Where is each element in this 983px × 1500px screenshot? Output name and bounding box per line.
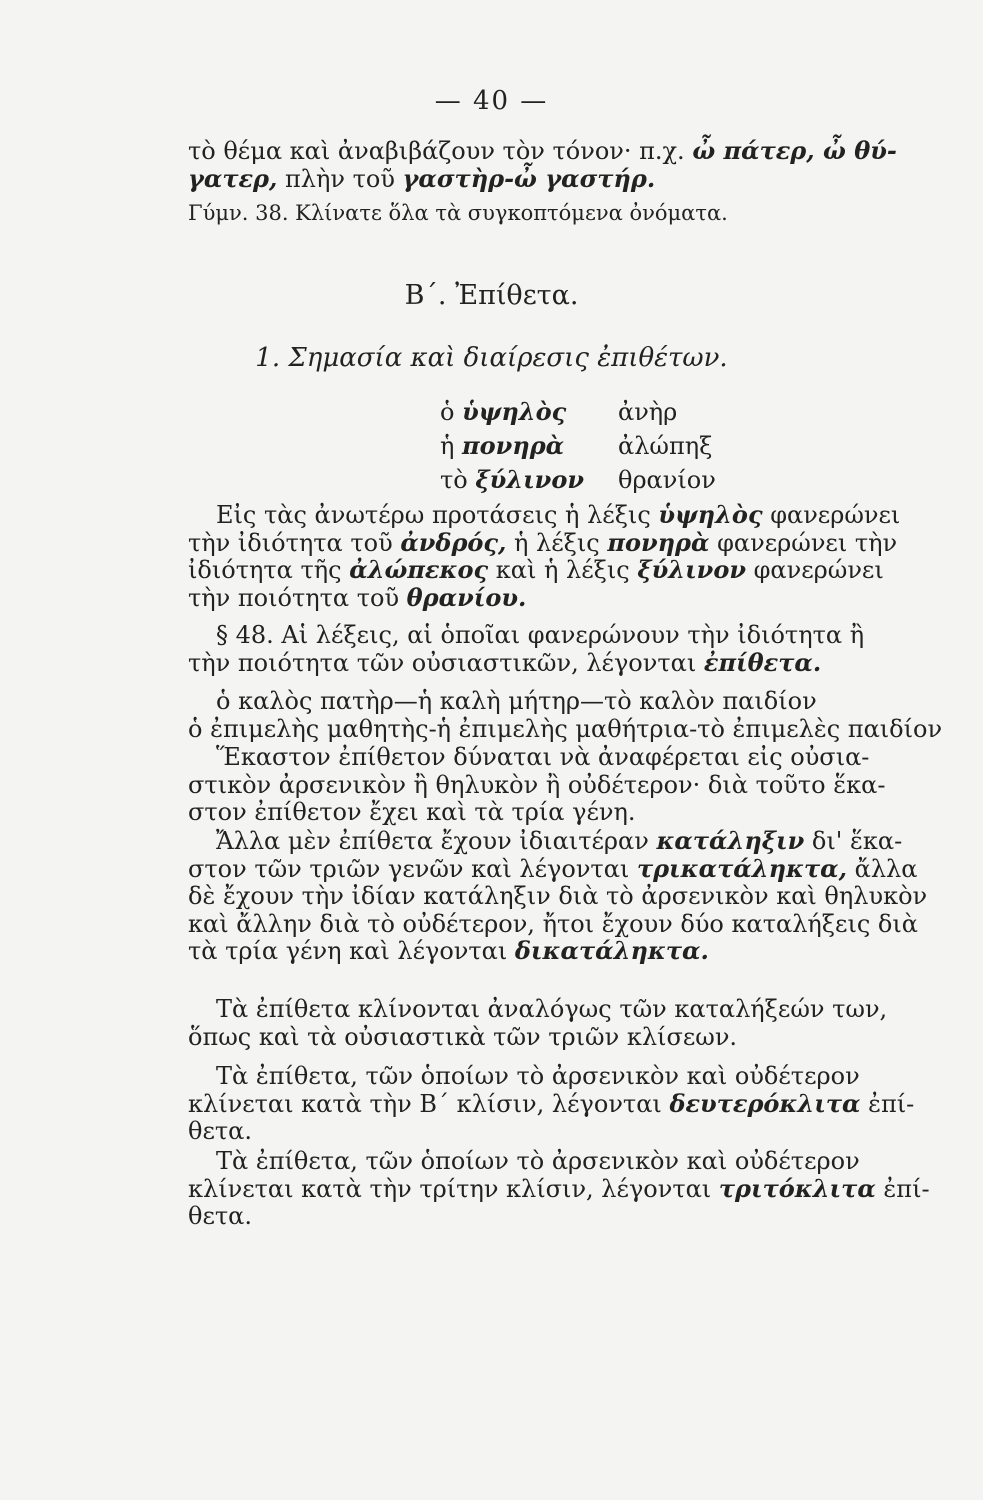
continued-paragraph bbox=[188, 137, 958, 227]
exercise-line: Γύμν. 38. Κλίνατε ὅλα τὰ συγκοπτόμενα ὀνόματα. bbox=[188, 201, 728, 225]
text-line: κλίνεται κατὰ τὴν Β΄ κλίσιν, λέγονται δευτερόκλιτα ἐπί- bbox=[188, 1088, 915, 1118]
text-line: στον ἐπίθετον ἔχει καὶ τὰ τρία γένη. bbox=[188, 798, 636, 826]
paragraph-5 bbox=[188, 994, 958, 1049]
text-line: στικὸν ἀρσενικὸν ἢ θηλυκὸν ἢ οὐδέτερον· διὰ τοῦτο ἕκα- bbox=[188, 770, 886, 799]
text-line: ὁ καλὸς πατὴρ—ἡ καλὴ μήτηρ—τὸ καλὸν παιδίον bbox=[216, 687, 817, 715]
adjective: ὑψηλὸς bbox=[462, 397, 567, 426]
article: τὸ bbox=[440, 466, 468, 494]
text-line bbox=[188, 137, 958, 165]
noun: ἀνὴρ bbox=[618, 398, 678, 426]
text-line: ὁ ἐπιμελὴς μαθητὴς-ἡ ἐπιμελὴς μαθήτρια-τὸ ἐπιμελὲς παιδίον bbox=[188, 714, 943, 743]
paragraph-3 bbox=[188, 742, 958, 825]
noun: ἀλώπηξ bbox=[618, 432, 713, 460]
example-list bbox=[440, 397, 716, 499]
article: ἡ bbox=[440, 432, 455, 460]
text-line: Τὰ ἐπίθετα, τῶν ὁποίων τὸ ἀρσενικὸν καὶ οὐδέτερον bbox=[216, 1062, 860, 1090]
text-line: § 48. Αἱ λέξεις, αἱ ὁποῖαι φανερώνουν τὴν ἰδιότητα ἢ bbox=[216, 621, 865, 649]
text-line: δὲ ἔχουν τὴν ἰδίαν κατάληξιν διὰ τὸ ἀρσενικὸν καὶ θηλυκὸν bbox=[188, 882, 928, 910]
page-number: — 40 — bbox=[434, 86, 549, 116]
example-row bbox=[440, 465, 716, 499]
text-line: ὅπως καὶ τὰ οὐσιαστικὰ τῶν τριῶν κλίσεων. bbox=[188, 1022, 738, 1051]
text-run: πλὴν τοῦ bbox=[277, 165, 403, 193]
text-line: στον τῶν τριῶν γενῶν καὶ λέγονται τρικατάληκτα, ἄλλα bbox=[188, 853, 918, 883]
emphasis-run: γατερ, bbox=[188, 164, 278, 193]
paragraph-7 bbox=[188, 1146, 958, 1229]
text-line: τὴν ποιότητα τοῦ θρανίου. bbox=[188, 582, 527, 612]
text-line: Τὰ ἐπίθετα, τῶν ὁποίων τὸ ἀρσενικὸν καὶ οὐδέτερον bbox=[216, 1147, 860, 1175]
example-lines bbox=[188, 686, 958, 741]
text-line bbox=[188, 165, 958, 193]
text-line: τὴν ἰδιότητα τοῦ ἀνδρός, ἡ λέξις πονηρὰ φανερώνει τὴν bbox=[188, 527, 898, 557]
text-line: θετα. bbox=[188, 1117, 252, 1145]
text-line: κλίνεται κατὰ τὴν τρίτην κλίσιν, λέγονται τριτόκλιτα ἐπί- bbox=[188, 1173, 930, 1203]
text-run: τὸ θέμα καὶ ἀναβιβάζουν τὸν τόνον· π.χ. bbox=[188, 137, 693, 165]
text-line: θετα. bbox=[188, 1202, 252, 1230]
section-heading: Β΄. Ἐπίθετα. bbox=[404, 280, 579, 311]
subsection-heading: 1. Σημασία καὶ διαίρεσις ἐπιθέτων. bbox=[255, 343, 728, 373]
text-line: καὶ ἄλλην διὰ τὸ οὐδέτερον, ἤτοι ἔχουν δύο καταλήξεις διὰ bbox=[188, 909, 918, 938]
paragraph-2 bbox=[188, 620, 958, 675]
text-line: τὴν ποιότητα τῶν οὐσιαστικῶν, λέγονται ἐπίθετα. bbox=[188, 647, 822, 677]
adjective: πονηρὰ bbox=[462, 431, 565, 460]
paragraph-1 bbox=[188, 500, 958, 610]
text-line: Τὰ ἐπίθετα κλίνονται ἀναλόγως τῶν καταλήξεών των, bbox=[216, 995, 888, 1023]
text-line: ἰδιότητα τῆς ἀλώπεκος καὶ ἡ λέξις ξύλινον φανερώνει bbox=[188, 555, 884, 584]
example-row bbox=[440, 431, 716, 465]
article: ὁ bbox=[440, 398, 455, 426]
emphasis-run: γαστὴρ-ὦ γαστήρ. bbox=[402, 164, 656, 193]
text-line: Ἕκαστον ἐπίθετον δύναται νὰ ἀναφέρεται εἰς οὐσια- bbox=[216, 743, 870, 771]
adjective: ξύλινον bbox=[475, 465, 584, 494]
emphasis-run: ὦ πάτερ, ὦ θύ- bbox=[692, 136, 897, 165]
text-line: Ἄλλα μὲν ἐπίθετα ἔχουν ἰδιαιτέραν κατάληξιν δι' ἕκα- bbox=[216, 826, 903, 855]
paragraph-6 bbox=[188, 1061, 958, 1144]
noun: θρανίον bbox=[618, 466, 716, 494]
text-line: τὰ τρία γένη καὶ λέγονται δικατάληκτα. bbox=[188, 936, 709, 965]
paragraph-4 bbox=[188, 826, 958, 964]
text-line: Εἰς τὰς ἀνωτέρω προτάσεις ἡ λέξις ὑψηλὸς φανερώνει bbox=[216, 500, 901, 529]
example-row bbox=[440, 397, 716, 431]
